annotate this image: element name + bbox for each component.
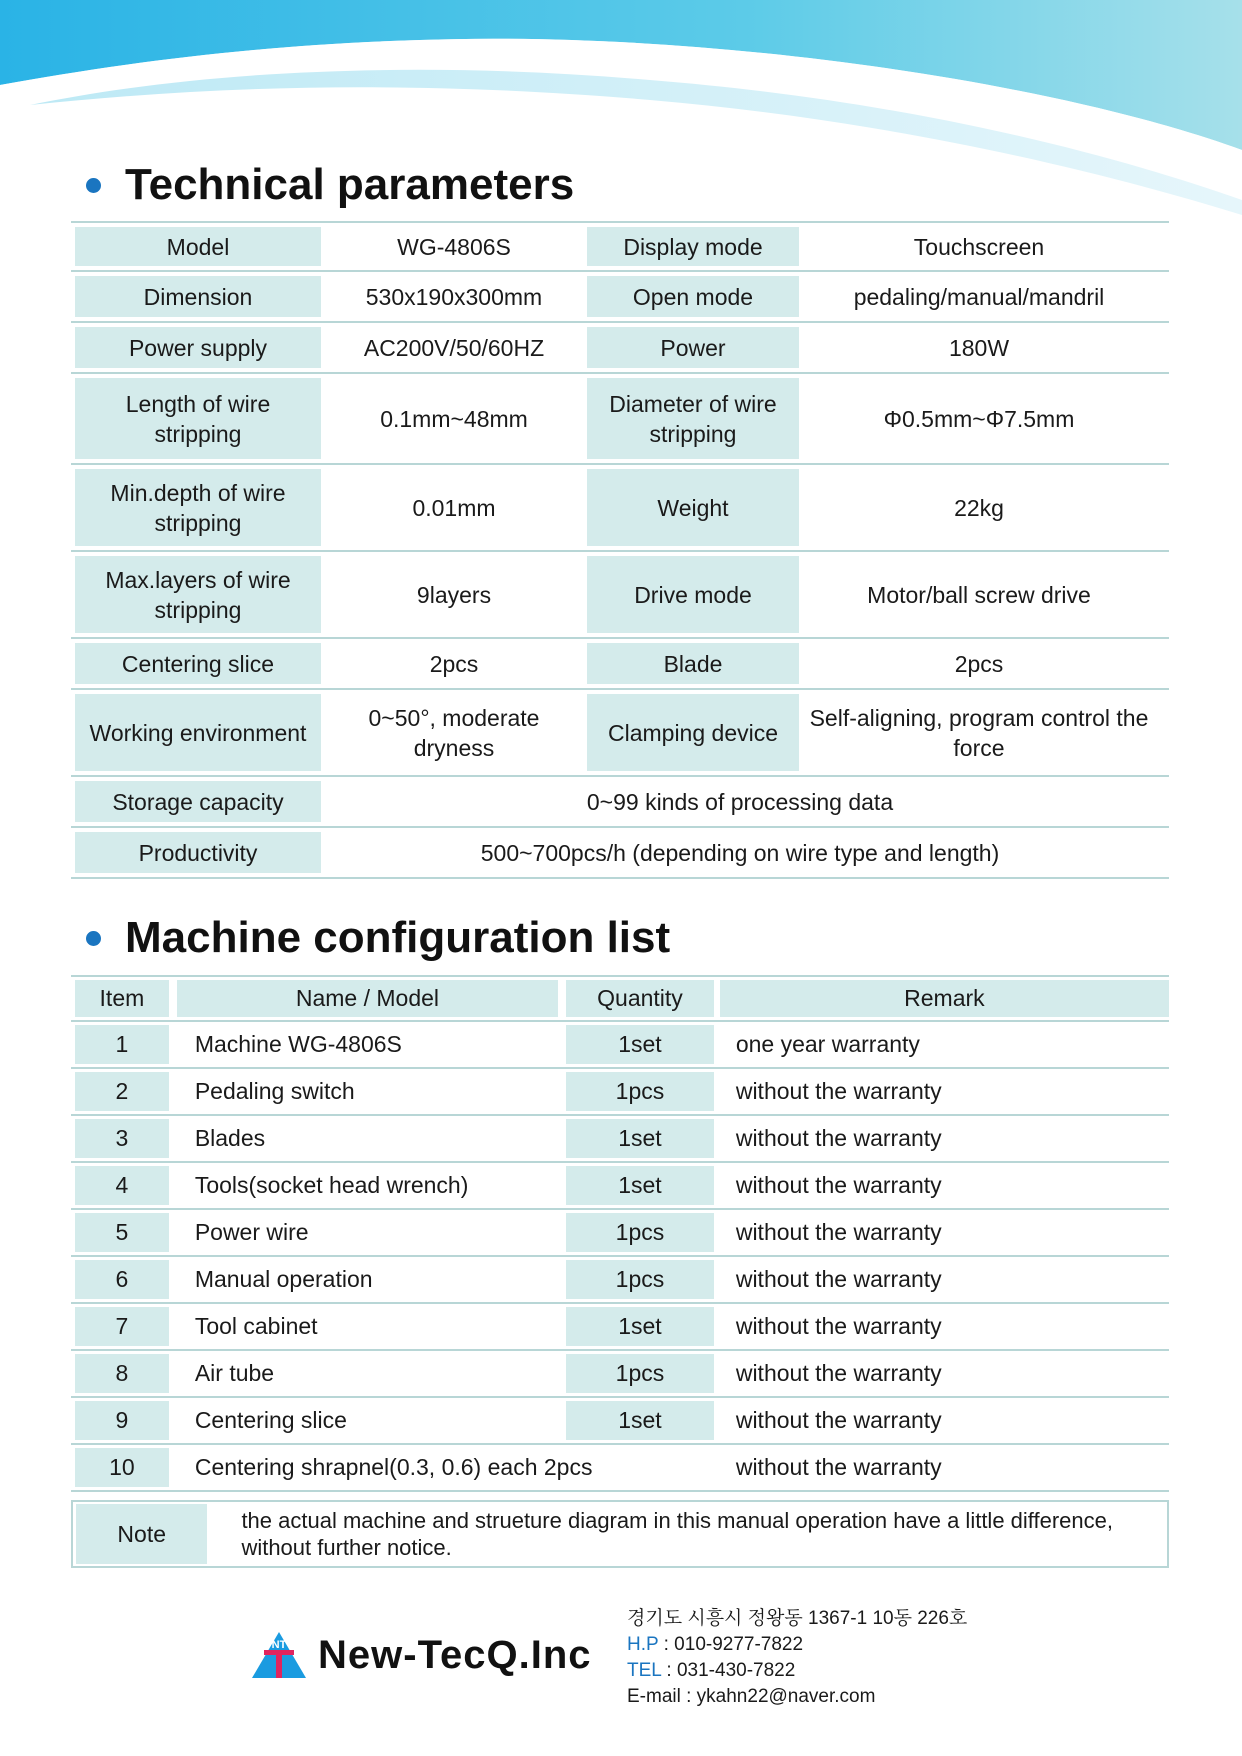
- table-row: [71, 323, 1169, 374]
- item-remark: without the warranty: [735, 1172, 942, 1198]
- item-number: 7: [75, 1307, 169, 1346]
- item-quantity: 1set: [566, 1119, 714, 1158]
- bullet-icon: [86, 931, 101, 946]
- table-row: [71, 639, 1169, 690]
- param-value: 0.01mm: [412, 494, 496, 521]
- item-name: Blades: [194, 1125, 266, 1151]
- param-label: Productivity: [75, 832, 321, 873]
- param-label: Working environment: [75, 694, 321, 771]
- item-quantity: 1set: [566, 1401, 714, 1440]
- item-remark: without the warranty: [735, 1219, 942, 1245]
- param-label: Blade: [587, 643, 799, 684]
- item-remark: one year warranty: [735, 1031, 920, 1057]
- param-value: 9layers: [416, 581, 492, 608]
- item-name: Manual operation: [194, 1266, 373, 1292]
- header-name: Name / Model: [177, 980, 558, 1017]
- param-value: 2pcs: [429, 650, 479, 677]
- item-number: 8: [75, 1354, 169, 1393]
- item-number: 10: [75, 1448, 169, 1487]
- param-label: Drive mode: [587, 556, 799, 633]
- param-label: Centering slice: [75, 643, 321, 684]
- table-row: [71, 690, 1169, 777]
- item-remark: without the warranty: [735, 1266, 942, 1292]
- item-remark: without the warranty: [735, 1454, 942, 1480]
- param-value: 22kg: [954, 494, 1004, 521]
- company-name: New-TecQ.Inc: [318, 1632, 592, 1677]
- tel-label: TEL: [627, 1660, 662, 1681]
- triangle-logo-icon: [250, 1630, 308, 1680]
- param-label: Power: [587, 327, 799, 368]
- company-logo: [250, 1630, 592, 1680]
- param-value: 2pcs: [954, 650, 1004, 677]
- param-label: Diameter of wire stripping: [587, 378, 799, 459]
- param-value: AC200V/50/60HZ: [363, 334, 545, 361]
- table-row: [71, 374, 1169, 465]
- table-header-row: [71, 975, 1169, 1022]
- config-section-title: [86, 913, 670, 963]
- param-value: 180W: [948, 334, 1010, 361]
- table-row: [71, 1445, 1169, 1492]
- header-item: Item: [75, 980, 169, 1017]
- tech-section-title: [86, 160, 574, 210]
- table-row: [71, 465, 1169, 552]
- configuration-table: [71, 975, 1169, 1492]
- item-quantity: 1pcs: [566, 1072, 714, 1111]
- hp-line: [627, 1632, 967, 1658]
- item-name: Power wire: [194, 1219, 309, 1245]
- param-label: Dimension: [75, 276, 321, 317]
- item-name: Tool cabinet: [194, 1313, 318, 1339]
- table-row: [71, 777, 1169, 828]
- table-row: [71, 1022, 1169, 1069]
- header-remark: Remark: [720, 980, 1169, 1017]
- item-number: 1: [75, 1025, 169, 1064]
- hp-label: H.P: [627, 1634, 659, 1655]
- param-value: Touchscreen: [913, 233, 1045, 260]
- table-row: [71, 1210, 1169, 1257]
- param-label: Model: [75, 227, 321, 266]
- item-name: Tools(socket head wrench): [194, 1172, 469, 1198]
- item-number: 9: [75, 1401, 169, 1440]
- param-label: Storage capacity: [75, 781, 321, 822]
- item-number: 6: [75, 1260, 169, 1299]
- table-row: [71, 1257, 1169, 1304]
- tel-value: : 031-430-7822: [661, 1660, 796, 1681]
- item-remark: without the warranty: [735, 1078, 942, 1104]
- table-row: [71, 1398, 1169, 1445]
- param-label: Power supply: [75, 327, 321, 368]
- param-value: 500~700pcs/h (depending on wire type and length): [480, 839, 1000, 866]
- param-label: Open mode: [587, 276, 799, 317]
- table-row: [71, 1351, 1169, 1398]
- email: E-mail : ykahn22@naver.com: [627, 1686, 876, 1707]
- table-row: [71, 1163, 1169, 1210]
- item-name: Centering shrapnel(0.3, 0.6) each 2pcs: [194, 1454, 593, 1480]
- param-value: Motor/ball screw drive: [867, 581, 1091, 608]
- contact-info: [627, 1606, 967, 1710]
- item-name: Air tube: [194, 1360, 275, 1386]
- item-number: 3: [75, 1119, 169, 1158]
- item-remark: without the warranty: [735, 1407, 942, 1433]
- item-remark: without the warranty: [735, 1125, 942, 1151]
- item-name: Centering slice: [194, 1407, 347, 1433]
- table-row: [71, 1069, 1169, 1116]
- item-quantity: 1set: [566, 1307, 714, 1346]
- table-row: [71, 552, 1169, 639]
- param-label: Weight: [587, 469, 799, 546]
- param-value: 0~99 kinds of processing data: [586, 788, 894, 815]
- item-number: 2: [75, 1072, 169, 1111]
- item-remark: without the warranty: [735, 1313, 942, 1339]
- table-row: [71, 828, 1169, 879]
- param-value: Φ0.5mm~Φ7.5mm: [883, 405, 1075, 432]
- param-value: 530x190x300mm: [365, 283, 543, 310]
- table-row: [71, 272, 1169, 323]
- param-value: 0~50°, moderate dryness: [368, 704, 540, 761]
- param-value: Self-aligning, program control the force: [809, 704, 1149, 761]
- tel-line: [627, 1658, 967, 1684]
- config-title-text: Machine configuration list: [125, 913, 671, 962]
- table-row: [71, 221, 1169, 272]
- item-remark: without the warranty: [735, 1360, 942, 1386]
- item-quantity: 1pcs: [566, 1260, 714, 1299]
- note-text: the actual machine and strueture diagram in this manual operation have a little difference, without further notice.: [241, 1508, 1113, 1560]
- item-number: 4: [75, 1166, 169, 1205]
- table-row: [71, 1304, 1169, 1351]
- param-label: Display mode: [587, 227, 799, 266]
- logo-mark-text: NT: [271, 1639, 287, 1651]
- note-label: Note: [76, 1504, 207, 1564]
- item-name: Machine WG-4806S: [194, 1031, 402, 1057]
- item-number: 5: [75, 1213, 169, 1252]
- table-row: [71, 1116, 1169, 1163]
- param-label: Min.depth of wire stripping: [75, 469, 321, 546]
- param-value: WG-4806S: [397, 233, 511, 260]
- item-quantity: 1set: [566, 1166, 714, 1205]
- param-label: Clamping device: [587, 694, 799, 771]
- param-value: 0.1mm~48mm: [380, 405, 528, 432]
- bullet-icon: [86, 178, 101, 193]
- item-name: Pedaling switch: [194, 1078, 355, 1104]
- item-quantity: 1pcs: [566, 1354, 714, 1393]
- technical-parameters-table: [71, 221, 1169, 879]
- address: 경기도 시흥시 정왕동 1367-1 10동 226호: [627, 1608, 968, 1629]
- item-quantity: 1pcs: [566, 1213, 714, 1252]
- item-quantity: 1set: [566, 1025, 714, 1064]
- param-label: Max.layers of wire stripping: [75, 556, 321, 633]
- header-quantity: Quantity: [566, 980, 714, 1017]
- tech-title-text: Technical parameters: [125, 160, 575, 209]
- param-value: pedaling/manual/mandril: [853, 283, 1105, 310]
- param-label: Length of wire stripping: [75, 378, 321, 459]
- note-box: [71, 1500, 1169, 1568]
- hp-value: : 010-9277-7822: [658, 1634, 804, 1655]
